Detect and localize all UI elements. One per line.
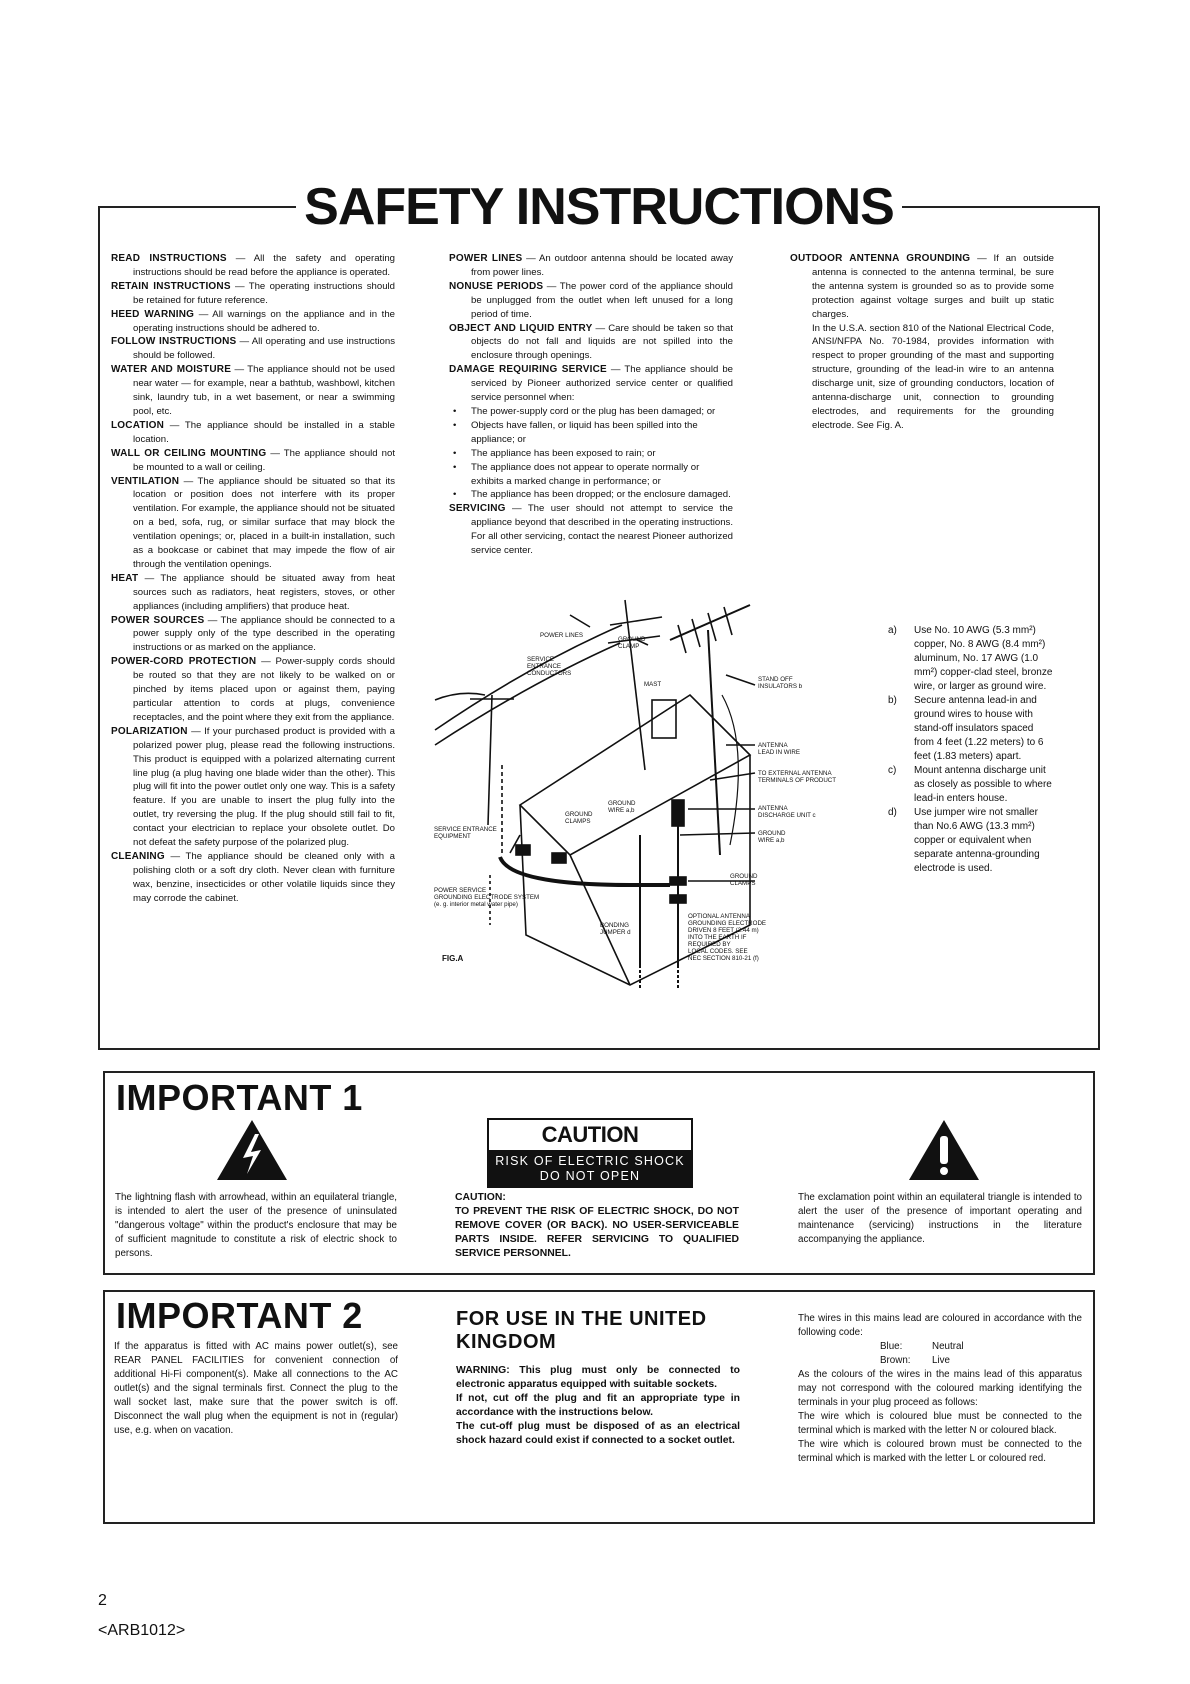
label-ground-wire-right: GROUND (758, 830, 786, 837)
label-service-equipment-2: EQUIPMENT (434, 833, 471, 840)
entry-text: — Power-supply cords should be routed so that they are not likely to be walked on or pinched by items placed upon or against them, paying particular attention to cords at plugs, convenience receptacles, and the point where they exit from the appliance. (133, 656, 395, 723)
caution-heading: CAUTION: (455, 1192, 506, 1203)
label-optional-3: DRIVEN 8 FEET (2.44 m) (688, 927, 759, 934)
entry-text: — An outdoor antenna should be located away from power lines. (471, 253, 733, 278)
antenna-note (888, 624, 1056, 694)
entry-text: — All the safety and operating instructions should be read before the appliance is operated. (133, 253, 395, 278)
label-ground-wire: GROUND (608, 800, 636, 807)
column-1 (111, 252, 395, 906)
entry-text: — The operating instructions should be retained for future reference. (133, 280, 395, 306)
antenna-note-text: Use No. 10 AWG (5.3 mm²) copper, No. 8 AWG (8.4 mm²) aluminum, No. 17 AWG (1.0 mm²) copper-clad steel, bronze wire, or larger as ground wire. (914, 625, 1053, 692)
entry-heading: READ INSTRUCTIONS (111, 253, 227, 264)
label-ground-clamps-right-2: CLAMPS (730, 880, 756, 887)
wire-brown-value: Live (932, 1355, 950, 1366)
entry-damage-requiring-service (449, 363, 733, 405)
label-ground-wire-right-2: WIRE a,b (758, 837, 785, 844)
antenna-note (888, 764, 1056, 806)
label-power-service-3: (e. g. interior metal water pipe) (434, 901, 518, 908)
antenna-grounding-diagram (430, 595, 890, 1025)
caution-line-2: DO NOT OPEN (539, 1169, 641, 1183)
antenna-note (888, 694, 1056, 764)
entry-servicing (449, 502, 733, 558)
service-condition-item: • The appliance does not appear to operate normally or exhibits a marked change in performance; or (449, 461, 733, 489)
antenna-note-letter: b) (888, 695, 897, 706)
entry-power-cord-protection (111, 655, 395, 725)
figure-label: FIG.A (442, 954, 464, 963)
label-stand-off: STAND OFF (758, 676, 793, 683)
page-title (98, 176, 1100, 238)
entry-heading: DAMAGE REQUIRING SERVICE (449, 364, 607, 376)
important-2-text: If the apparatus is fitted with AC mains power outlet(s), see REAR PANEL FACILITIES for convenient connection of additional Hi-Fi component(s). Make all connections to the AC outlet(s) and the signal terminals first. Connect the plug to the wall socket last, make sure that the power switch is off. Disconnect the wall plug when the equipment is not in (regular) use, e.g. when on vacation. (114, 1341, 398, 1436)
entry-heading: HEED WARNING (111, 308, 195, 320)
entry-cleaning (111, 850, 395, 906)
label-service-equipment: SERVICE ENTRANCE (434, 826, 497, 833)
entry-heading: RETAIN INSTRUCTIONS (111, 280, 231, 292)
label-optional-4: INTO THE EARTH IF (688, 934, 747, 941)
entry-heading: VENTILATION (111, 475, 180, 487)
caution-instructions (455, 1191, 739, 1261)
service-condition-item: • Objects have fallen, or liquid has been spilled into the appliance; or (449, 419, 733, 447)
entry-heading: NONUSE PERIODS (449, 280, 544, 292)
wire-colour-info (798, 1312, 1082, 1466)
entry-text: — The appliance should be serviced by Pioneer authorized service center or qualified service personnel when: (471, 364, 733, 404)
entry-heading: SERVICING (449, 503, 506, 515)
antenna-note-text: Secure antenna lead-in and ground wires to house with stand-off insulators spaced from 4 feet (1.22 meters) to 6 feet (1.83 meters) apart. (914, 695, 1044, 762)
wires-paragraph-4: The wire which is coloured brown must be connected to the terminal which is marked with the letter L or coloured red. (798, 1439, 1082, 1464)
entry-heading: LOCATION (111, 419, 165, 431)
service-condition-item: • The appliance has been exposed to rain; or (449, 447, 733, 461)
important-2-title: IMPORTANT 2 (116, 1295, 363, 1336)
entry-heed-warning (111, 308, 395, 336)
entry-heading: POWER SOURCES (111, 614, 205, 626)
entry-text: — The appliance should not be mounted to a wall or ceiling. (133, 447, 395, 473)
wires-intro: The wires in this mains lead are coloured in accordance with the following code: (798, 1313, 1082, 1338)
service-condition-item: • The appliance has been dropped; or the enclosure damaged. (449, 488, 733, 502)
label-service-entrance: SERVICE (527, 656, 555, 663)
wire-blue-value: Neutral (932, 1341, 964, 1352)
caution-text: TO PREVENT THE RISK OF ELECTRIC SHOCK, DO NOT REMOVE COVER (OR BACK). NO USER-SERVICEABLE PARTS INSIDE. REFER SERVICING TO QUALIFIED SERVICE PERSONNEL. (455, 1206, 739, 1259)
service-condition-item: • The power-supply cord or the plug has been damaged; or (449, 405, 733, 419)
entry-wall-or-ceiling-mounting (111, 447, 395, 475)
power-line-1 (435, 625, 622, 730)
entry-location (111, 419, 395, 447)
entry-nonuse-periods (449, 280, 733, 322)
label-discharge: ANTENNA (758, 805, 788, 812)
antenna-note-letter: c) (888, 765, 897, 776)
label-to-external: TO EXTERNAL ANTENNA (758, 770, 832, 777)
caution-line-1: RISK OF ELECTRIC SHOCK (495, 1154, 685, 1168)
entry-read-instructions (111, 252, 395, 280)
important-1-title: IMPORTANT 1 (116, 1077, 363, 1118)
wire-brown-row (798, 1354, 1082, 1368)
antenna-note-letter: d) (888, 807, 897, 818)
label-ground-clamp: GROUND (618, 636, 646, 643)
label-power-service-2: GROUNDING ELECTRODE SYSTEM (434, 894, 540, 901)
wire-brown-label: Brown: (880, 1355, 911, 1366)
entry-text: — All operating and use instructions should be followed. (133, 336, 395, 362)
uk-warning-1: WARNING: This plug must only be connected to electronic apparatus equipped with suitable sockets. (456, 1365, 740, 1390)
title-bar (98, 176, 1100, 238)
entry-heading: OBJECT AND LIQUID ENTRY (449, 322, 593, 334)
entry-text: — The user should not attempt to service the appliance beyond that described in the operating instructions. For all other servicing, contact the nearest Pioneer authorized service center. (471, 503, 733, 557)
label-optional-2: GROUNDING ELECTRODE (688, 920, 767, 927)
label-mast: MAST (644, 681, 662, 688)
entry-object-and-liquid-entry (449, 322, 733, 364)
label-optional-5: REQUIRED BY (688, 941, 731, 948)
uk-warning-2: If not, cut off the plug and fit an appropriate type in accordance with the instructions below. (456, 1393, 740, 1418)
caution-label: CAUTION (489, 1120, 691, 1152)
column-2 (449, 252, 733, 558)
wire-blue-row (798, 1340, 1082, 1354)
entry-text: — If an outside antenna is connected to the antenna terminal, be sure the antenna system is grounded so as to provide some protection against voltage surges and built up static charges. (812, 253, 1055, 320)
entry-polarization (111, 725, 395, 850)
entry-power-lines (449, 252, 733, 280)
entry-heading: OUTDOOR ANTENNA GROUNDING (790, 253, 971, 264)
label-optional-1: OPTIONAL ANTENNA (688, 913, 751, 920)
lightning-triangle-icon (215, 1118, 289, 1182)
antenna-note-text: Use jumper wire not smaller than No.6 AWG (13.3 mm²) copper or equivalent when separate antenna-grounding electrode is used. (914, 807, 1040, 874)
label-ground-wire-2: WIRE a,b (608, 807, 635, 814)
label-stand-off-2: INSULATORS b (758, 683, 803, 690)
entry-text: — The appliance should be situated so that its location or position does not interfere with its proper ventilation. For example, the appliance should not be situated on a bed, sofa, rug, or similar surface that may block the ventilation openings; or, placed in a built-in installation, such as a bookcase or cabinet that may impede the flow of air through the ventilation openings. (133, 475, 395, 570)
label-bonding: BONDING (600, 922, 629, 929)
antenna-note-text: Mount antenna discharge unit as closely as possible to where lead-in enters house. (914, 765, 1052, 804)
entry-outdoor-antenna-grounding (790, 252, 1054, 433)
label-to-external-2: TERMINALS OF PRODUCT (758, 777, 837, 784)
entry-follow-instructions (111, 335, 395, 363)
left-pole (488, 695, 492, 825)
label-antenna-lead: ANTENNA (758, 742, 788, 749)
label-power-service: POWER SERVICE (434, 887, 487, 894)
entry-text: — All warnings on the appliance and in the operating instructions should be adhered to. (133, 308, 395, 334)
document-code: <ARB1012> (98, 1622, 186, 1639)
exclamation-triangle-icon (907, 1118, 981, 1182)
entry-text: — The appliance should be connected to a power supply only of the type described in the operating instructions or as marked on the appliance. (133, 614, 395, 654)
entry-heading: POWER LINES (449, 253, 523, 264)
antenna-note (888, 806, 1056, 876)
wires-paragraph-2: As the colours of the wires in the mains lead of this apparatus may not correspond with the coloured marking identifying the terminals in your plug proceed as follows: (798, 1369, 1082, 1408)
uk-title: FOR USE IN THE UNITED KINGDOM (456, 1308, 707, 1353)
entry-text-2: In the U.S.A. section 810 of the National Electrical Code, ANSI/NFPA No. 70-1984, provides information with respect to proper grounding of the mast and supporting structure, grounding of the lead-in wire to an antenna discharge unit, size of grounding conductors, location of antenna-discharge unit, connection to grounding electrodes, and requirements for the grounding electrode. See Fig. A. (812, 322, 1054, 431)
wires-paragraph-3: The wire which is coloured blue must be connected to the terminal which is marked with the letter N or coloured black. (798, 1411, 1082, 1436)
label-optional-7: NEC SECTION 810-21 (f) (688, 955, 759, 962)
water-pipe (500, 857, 670, 885)
label-service-entrance-3: CONDUCTORS (527, 670, 572, 677)
label-power-lines: POWER LINES (540, 632, 583, 639)
entry-heading: HEAT (111, 572, 139, 584)
entry-text: — The appliance should be cleaned only with a polishing cloth or a soft dry cloth. Never clean with furniture wax, benzine, insecticides or other volatile liquids since they may corrode the cabinet. (133, 850, 395, 904)
entry-power-sources (111, 614, 395, 656)
label-optional-6: LOCAL CODES. SEE (688, 948, 748, 955)
caution-warning-panel (489, 1152, 691, 1186)
entry-heading: CLEANING (111, 850, 165, 862)
label-ground-clamp-2: CLAMP (618, 643, 640, 650)
entry-ventilation (111, 475, 395, 572)
entry-heading: WATER AND MOISTURE (111, 364, 232, 376)
column-3 (790, 252, 1054, 433)
caution-label-box (487, 1118, 693, 1188)
label-antenna-lead-2: LEAD IN WIRE (758, 749, 800, 756)
entry-text: — The power cord of the appliance should be unplugged from the outlet when left unused for a long period of time. (471, 280, 733, 320)
uk-warning-3: The cut-off plug must be disposed of as an electrical shock hazard could exist if connected to a socket outlet. (456, 1421, 740, 1446)
wire-blue-label: Blue: (880, 1341, 903, 1352)
label-ground-clamps-2: CLAMPS (565, 818, 591, 825)
discharge-unit (672, 800, 684, 826)
label-discharge-2: DISCHARGE UNIT c (758, 812, 816, 819)
entry-text: — Care should be taken so that objects do not fall and liquids are not spilled into the enclosure through openings. (471, 322, 734, 362)
entry-retain-instructions (111, 280, 395, 308)
entry-heading: POWER-CORD PROTECTION (111, 656, 257, 668)
antenna-mast (708, 630, 720, 855)
page-number: 2 (98, 1592, 107, 1609)
entry-heading: WALL OR CEILING MOUNTING (111, 447, 267, 459)
entry-heat (111, 572, 395, 614)
antenna-note-letter: a) (888, 625, 897, 636)
entry-text: — The appliance should be situated away from heat sources such as radiators, heat registers, stoves, or other appliances (including amplifiers) that produce heat. (133, 572, 395, 612)
label-bonding-2: JUMPER d (600, 929, 631, 936)
entry-text: — If your purchased product is provided with a polarized power plug, please read the following instructions. This product is equipped with a polarized alternating current line plug (a plug having one blade wider than the other). This plug will fit into the power outlet only one way. This is a safety feature. If you are unable to insert the plug fully into the outlet, try reversing the plug. If the plug should still fail to fit, contact your electrician to replace your obsolete outlet. Do not defeat the safety purpose of the polarized plug. (133, 725, 395, 849)
entry-heading: FOLLOW INSTRUCTIONS (111, 336, 237, 348)
label-ground-clamps: GROUND (565, 811, 593, 818)
entry-text: — The appliance should be installed in a stable location. (133, 419, 395, 445)
page-title-text: SAFETY INSTRUCTIONS (296, 178, 902, 236)
lightning-text: The lightning flash with arrowhead, within an equilateral triangle, is intended to alert the user of the presence of uninsulated "dangerous voltage" within the product's enclosure that may be of sufficient magnitude to constitute a risk of electric shock to persons. (115, 1192, 397, 1259)
uk-warning (456, 1364, 740, 1448)
entry-text: — The appliance should not be used near water — for example, near a bathtub, washbowl, kitchen sink, laundry tub, in a wet basement, or near a swimming pool, etc. (133, 364, 395, 417)
utility-pole (625, 600, 645, 770)
exclamation-text: The exclamation point within an equilateral triangle is intended to alert the user of the presence of important operating and maintenance (servicing) instructions in the literature accompanying the appliance. (798, 1192, 1082, 1245)
antenna-notes (888, 624, 1056, 876)
label-ground-clamps-right: GROUND (730, 873, 758, 880)
entry-water-and-moisture (111, 363, 395, 419)
label-service-entrance-2: ENTRANCE (527, 663, 562, 670)
entry-heading: POLARIZATION (111, 725, 188, 737)
